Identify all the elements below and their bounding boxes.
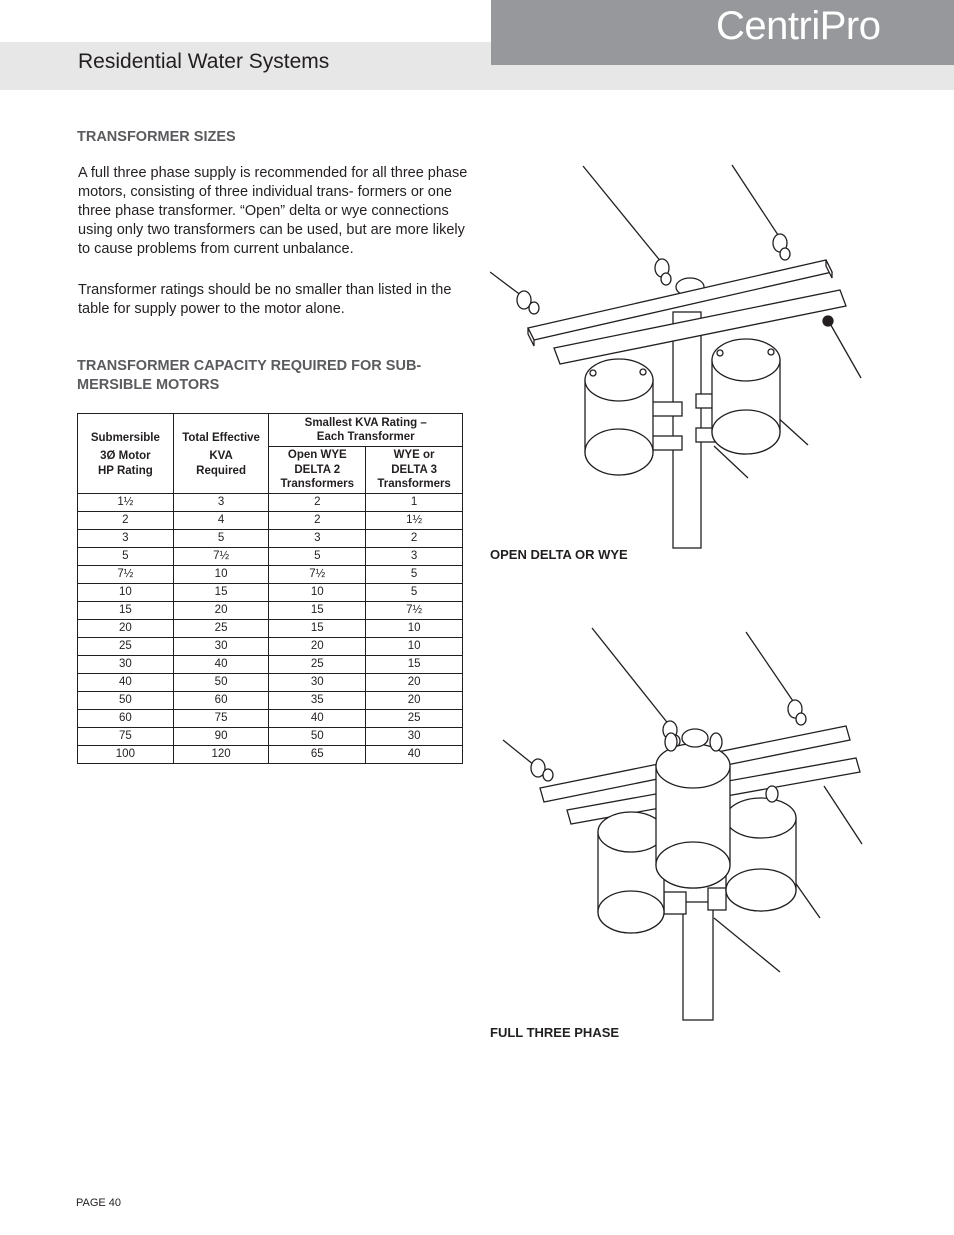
table-row — [78, 566, 463, 584]
table-cell: 15 — [366, 656, 463, 674]
table-cell: 50 — [78, 692, 174, 710]
table-cell: 40 — [366, 746, 463, 764]
table-cell: 5 — [269, 548, 366, 566]
caption-open-delta: OPEN DELTA OR WYE — [490, 547, 628, 562]
transformer-sizes-heading: TRANSFORMER SIZES — [77, 129, 236, 145]
header-hp-rating: Submersible 3Ø Motor HP Rating — [78, 414, 174, 494]
table-cell: 40 — [269, 710, 366, 728]
table-cell: 10 — [269, 584, 366, 602]
header-total-kva: Total Effective KVA Required — [173, 414, 269, 494]
table-cell: 3 — [78, 530, 174, 548]
table-cell: 35 — [269, 692, 366, 710]
table-cell: 15 — [78, 602, 174, 620]
page-subtitle: Residential Water Systems — [78, 50, 330, 73]
table-cell: 15 — [173, 584, 269, 602]
header-open-wye: Open WYE DELTA 2 Transformers — [269, 447, 366, 494]
table-row — [78, 674, 463, 692]
table-row — [78, 692, 463, 710]
table-cell: 20 — [269, 638, 366, 656]
table-cell: 75 — [173, 710, 269, 728]
table-row — [78, 512, 463, 530]
table-cell: 75 — [78, 728, 174, 746]
table-cell: 10 — [78, 584, 174, 602]
table-cell: 40 — [173, 656, 269, 674]
transformer-capacity-table — [77, 413, 463, 764]
table-row — [78, 530, 463, 548]
table-row — [78, 548, 463, 566]
table-cell: 2 — [78, 512, 174, 530]
table-cell: 25 — [78, 638, 174, 656]
table-cell: 2 — [269, 494, 366, 512]
table-cell: 10 — [366, 638, 463, 656]
header-smallest-kva: Smallest KVA Rating – Each Transformer — [269, 414, 463, 447]
capacity-heading — [77, 357, 421, 395]
open-delta-illustration — [490, 160, 880, 550]
capacity-heading-line1: TRANSFORMER CAPACITY REQUIRED FOR SUB- — [77, 358, 422, 374]
table-cell: 4 — [173, 512, 269, 530]
table-row — [78, 656, 463, 674]
table-cell: 15 — [269, 620, 366, 638]
table-cell: 30 — [78, 656, 174, 674]
table-cell: 20 — [78, 620, 174, 638]
table-cell: 100 — [78, 746, 174, 764]
table-row — [78, 728, 463, 746]
table-cell: 2 — [269, 512, 366, 530]
table-cell: 50 — [269, 728, 366, 746]
intro-paragraph: A full three phase supply is recommended for all three phase motors, consisting of three individual trans- formers or one three phase transformer. “Open” delta or wye connections using only two transformers can be used, but are more likely to cause problems from current unbalance. — [78, 165, 468, 257]
table-cell: 25 — [269, 656, 366, 674]
table-cell: 60 — [173, 692, 269, 710]
caption-full-three-phase: FULL THREE PHASE — [490, 1025, 620, 1040]
table-cell: 25 — [173, 620, 269, 638]
table-cell: 10 — [366, 620, 463, 638]
table-cell: 25 — [366, 710, 463, 728]
table-cell: 2 — [366, 530, 463, 548]
table-cell: 30 — [173, 638, 269, 656]
table-row — [78, 494, 463, 512]
table-cell: 10 — [173, 566, 269, 584]
table-cell: 30 — [366, 728, 463, 746]
full-three-phase-illustration — [490, 622, 880, 1022]
table-cell: 40 — [78, 674, 174, 692]
table-cell: 30 — [269, 674, 366, 692]
brand-logo: CentriPro — [716, 4, 881, 48]
table-cell: 90 — [173, 728, 269, 746]
table-cell: 60 — [78, 710, 174, 728]
table-cell: 65 — [269, 746, 366, 764]
table-cell: 20 — [366, 692, 463, 710]
table-cell: 7½ — [269, 566, 366, 584]
table-cell: 3 — [269, 530, 366, 548]
table-cell: 1½ — [366, 512, 463, 530]
table-row — [78, 584, 463, 602]
table-cell: 15 — [269, 602, 366, 620]
table-cell: 5 — [366, 566, 463, 584]
table-cell: 1½ — [78, 494, 174, 512]
table-cell: 3 — [173, 494, 269, 512]
table-row — [78, 710, 463, 728]
table-cell: 5 — [366, 584, 463, 602]
table-cell: 5 — [78, 548, 174, 566]
table-cell: 3 — [366, 548, 463, 566]
header-wye-delta: WYE or DELTA 3 Transformers — [366, 447, 463, 494]
table-cell: 7½ — [366, 602, 463, 620]
page-number: PAGE 40 — [76, 1197, 122, 1209]
table-cell: 120 — [173, 746, 269, 764]
table-cell: 5 — [173, 530, 269, 548]
table-cell: 1 — [366, 494, 463, 512]
table-row — [78, 620, 463, 638]
rating-paragraph: Transformer ratings should be no smaller than listed in the table for supply power to the motor alone. — [78, 282, 452, 317]
table-cell: 7½ — [78, 566, 174, 584]
table-cell: 7½ — [173, 548, 269, 566]
table-cell: 20 — [366, 674, 463, 692]
table-row — [78, 602, 463, 620]
table-cell: 20 — [173, 602, 269, 620]
table-row — [78, 638, 463, 656]
capacity-heading-line2: MERSIBLE MOTORS — [77, 377, 220, 393]
table-row — [78, 746, 463, 764]
table-cell: 50 — [173, 674, 269, 692]
